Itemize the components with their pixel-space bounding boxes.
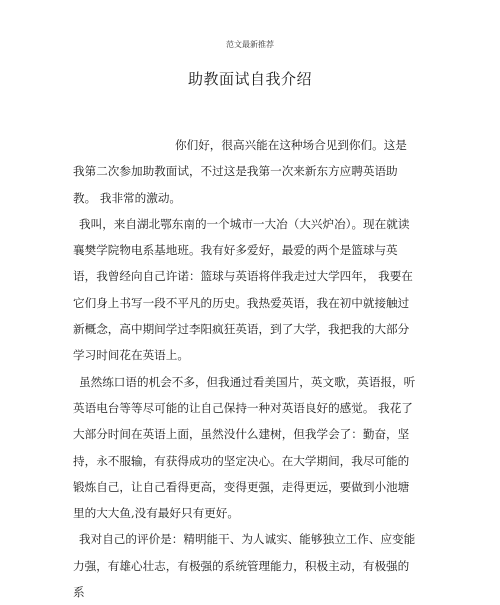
page-title: 助教面试自我介绍: [187, 70, 312, 88]
header-note: 范文最新推荐: [226, 40, 274, 49]
paragraph-greeting: 你们好，很高兴能在这种场合见到你们。这是我第二次参加助教面试，不过这是我第一次来新东方应聘英语助教。 我非常的激动。: [73, 138, 407, 205]
paragraph-self-evaluation: 我对自己的评价是：精明能干、为人诚实、能够独立工作、应变能力强，有雄心壮志，有极强的系统管理能力，积极主动，有极强的系: [73, 532, 416, 600]
document-body: [73, 132, 418, 605]
paragraph-english-practice: 虽然练口语的机会不多，但我通过看美国片，英文歌，英语报，听英语电台等等尽可能的让自己保持一种对英语良好的感觉。 我花了大部分时间在英语上面，虽然没什么建树，但我学会了：勤奋，坚持，永不服输，有获得成功的坚定决心。在大学期间，我尽可能的锻炼自己，让自己看得更高，变得更强，走得更远，要做到小池塘里的大大鱼,没有最好只有更好。: [73, 374, 416, 521]
paragraph-background: 我叫，来自湖北鄂东南的一个城市一大冶（大兴炉冶）。现在就读襄樊学院物电系基地班。我有好多爱好，最爱的两个是篮球与英语，我曾经向自己许诺：篮球与英语将伴我走过大学四年， 我要在它们身上书写一段不平凡的历史。我热爱英语，我在初中就接触过新概念，高中期间学过李阳疯狂英语，到了大学，我把我的大部分学习时间花在英语上。: [73, 216, 413, 363]
